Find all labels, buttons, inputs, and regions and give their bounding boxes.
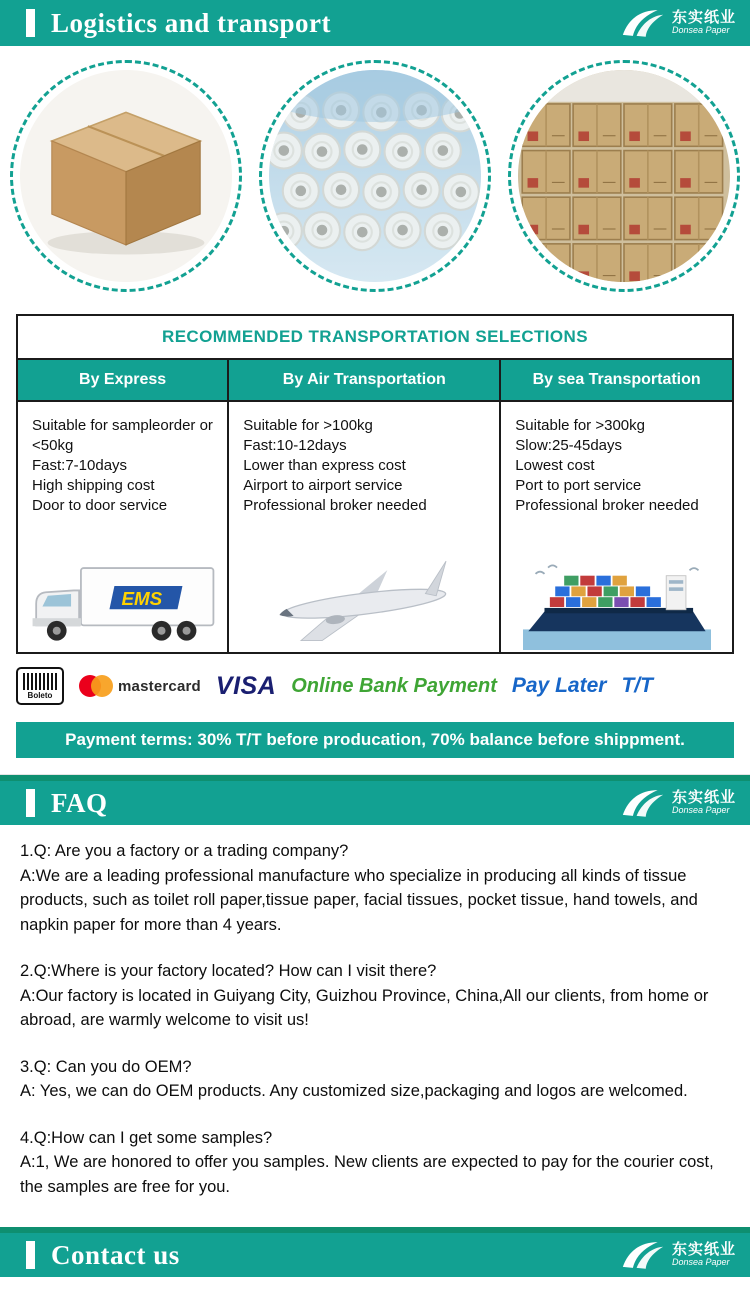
air-line: Professional broker needed: [243, 497, 427, 514]
svg-text:EMS: EMS: [121, 587, 162, 609]
air-line: Airport to airport service: [243, 477, 403, 494]
faq-answer: A:We are a leading professional manufacture who specialize in producing all kinds of tissue products, such as toilet roll paper,tissue paper, facial tissues, pocket tissue, hand towels, and napkin paper for more than 4 years.: [20, 866, 698, 934]
contact-title: Contact us: [51, 1239, 180, 1270]
donsea-logo: [621, 7, 736, 39]
container-ship-image: [522, 556, 712, 650]
donsea-logo: [621, 787, 736, 819]
donsea-logo-swoosh-icon: [621, 787, 665, 819]
express-line: High shipping cost: [32, 477, 155, 494]
faq-question: 4.Q:How can I get some samples?: [20, 1128, 273, 1147]
faq-title: FAQ: [51, 787, 108, 818]
page-title: Logistics and transport: [51, 7, 332, 38]
logo-text-en: Donsea Paper: [671, 805, 730, 816]
faq-content: [0, 825, 750, 1227]
pay-later-text: Pay Later: [511, 674, 607, 697]
payment-methods-row: [0, 654, 750, 714]
paper-rolls-image: [269, 70, 481, 282]
faq-question: 3.Q: Can you do OEM?: [20, 1057, 192, 1076]
faq-answer: A:Our factory is located in Guiyang City, Guizhou Province, China,All our clients, from home or abroad, are warmly welcome to visit us!: [20, 986, 709, 1029]
air-cell: [228, 401, 500, 653]
sea-line: Slow:25-45days: [515, 437, 623, 454]
header-accent-bar: [26, 789, 35, 817]
express-line: Door to door service: [32, 497, 168, 514]
faq-question: 2.Q:Where is your factory located? How can I visit there?: [20, 962, 437, 980]
visa-logo: VISA: [215, 671, 277, 700]
ems-truck-image: [29, 564, 217, 650]
donsea-logo: [621, 1239, 736, 1271]
payment-terms-banner: Payment terms: 30% T/T before producation, 70% balance before shippment.: [16, 722, 734, 758]
tt-text: T/T: [621, 674, 653, 697]
sea-line: Lowest cost: [515, 457, 595, 474]
logo-text-en: Donsea Paper: [671, 25, 730, 36]
faq-answer: A:1, We are honored to offer you samples. New clients are expected to pay for the courier cost, the samples are free for you.: [20, 1153, 714, 1196]
header-accent-bar: [26, 9, 35, 37]
boleto-badge: [16, 667, 64, 705]
faq-item: [20, 1055, 730, 1104]
section-header-faq: [0, 775, 750, 825]
mastercard-logo: [79, 675, 201, 697]
faq-item: [20, 1126, 730, 1200]
boleto-barcode-icon: [23, 673, 57, 690]
table-title: RECOMMENDED TRANSPORTATION SELECTIONS: [17, 315, 733, 359]
airplane-image: [260, 554, 468, 650]
header-accent-bar: [26, 1241, 35, 1269]
section-header-logistics: [0, 0, 750, 46]
faq-question: 1.Q: Are you a factory or a trading company?: [20, 842, 349, 860]
express-cell: [17, 401, 228, 653]
paper-rolls-photo: [259, 60, 491, 292]
air-line: Suitable for >100kg: [243, 417, 373, 434]
product-photo-row: [0, 46, 750, 306]
faq-item: [20, 839, 730, 937]
column-header-air: By Air Transportation: [228, 359, 500, 401]
logo-text-cn: 东实纸业: [671, 9, 736, 27]
warehouse-boxes-image: [518, 70, 730, 282]
mastercard-wordmark: mastercard: [118, 677, 201, 695]
sea-line: Professional broker needed: [515, 497, 699, 514]
boleto-label: Boleto: [27, 690, 53, 700]
donsea-logo-swoosh-icon: [621, 7, 665, 39]
sea-line: Suitable for >300kg: [515, 417, 645, 434]
logo-text-en: Donsea Paper: [671, 1257, 730, 1268]
sea-cell: [500, 401, 733, 653]
kraft-box-photo: [10, 60, 242, 292]
faq-answer: A: Yes, we can do OEM products. Any customized size,packaging and logos are welcomed.: [20, 1082, 688, 1100]
mastercard-circles-icon: [79, 675, 113, 697]
air-line: Fast:10-12days: [243, 437, 347, 454]
express-line: Fast:7-10days: [32, 457, 128, 474]
air-line: Lower than express cost: [243, 457, 406, 474]
kraft-box-image: [20, 70, 232, 282]
logo-text-cn: 东实纸业: [671, 789, 736, 807]
express-line: Suitable for sampleorder or <50kg: [32, 417, 213, 454]
donsea-logo-swoosh-icon: [621, 1239, 665, 1271]
online-bank-payment-text: Online Bank Payment: [291, 674, 497, 697]
logo-text-cn: 东实纸业: [671, 1241, 736, 1259]
transportation-table: [16, 314, 734, 654]
section-header-contact: [0, 1227, 750, 1277]
warehouse-photo: [508, 60, 740, 292]
column-header-sea: By sea Transportation: [500, 359, 733, 401]
sea-line: Port to port service: [515, 477, 642, 494]
column-header-express: By Express: [17, 359, 228, 401]
faq-item: [20, 959, 730, 1033]
